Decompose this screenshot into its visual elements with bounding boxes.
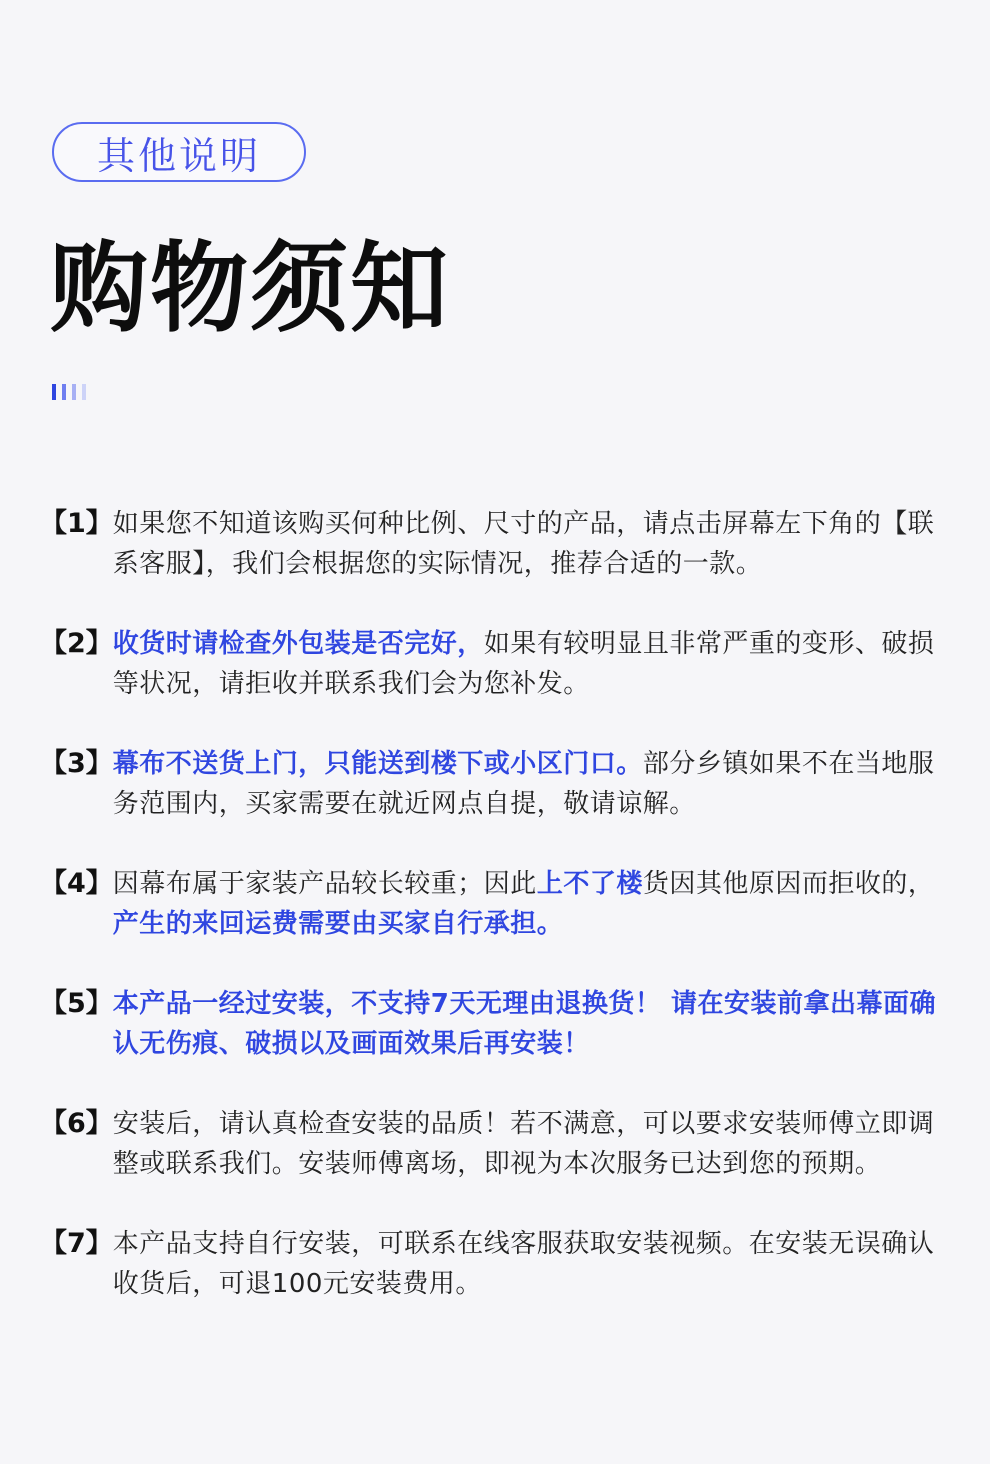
decorative-bars [52, 384, 86, 400]
note-item [40, 984, 960, 1064]
note-number: 【1】 [40, 508, 113, 539]
note-number: 【3】 [40, 748, 113, 779]
note-highlight-text: 本产品一经过安装，不支持7天无理由退换货！ 请在安装前拿出幕面确认无伤痕、破损以及画面效果后再安装！ [112, 989, 936, 1059]
note-plain-text: 本产品支持自行安装，可联系在线客服获取安装视频。在安装无误确认收货后，可退100元安装费用。 [112, 1229, 935, 1299]
note-item [40, 1224, 960, 1304]
section-tag-label: 其他说明 [96, 133, 261, 178]
note-item [40, 744, 960, 824]
note-number: 【4】 [40, 868, 113, 899]
note-number: 【7】 [40, 1228, 113, 1259]
note-item [40, 1104, 960, 1184]
section-tag [52, 122, 306, 182]
page-title: 购物须知 [50, 232, 451, 346]
note-plain-text: 如果有较明显且非常严重的变形、破损等状况，请拒收并联系我们会为您补发。 [112, 629, 935, 699]
note-plain-text: 如果您不知道该购买何种比例、尺寸的产品，请点击屏幕左下角的【联系客服】，我们会根据您的实际情况，推荐合适的一款。 [112, 509, 935, 579]
note-highlight-text: 产生的来回运费需要由买家自行承担。 [112, 909, 564, 939]
note-item [40, 504, 960, 584]
bar-2 [62, 384, 66, 400]
note-text [113, 624, 960, 704]
note-item [40, 624, 960, 704]
notes-list [40, 504, 960, 1344]
note-text [113, 744, 960, 824]
note-plain-text: 货因其他原因而拒收的， [642, 869, 935, 899]
bar-3 [72, 384, 76, 400]
note-plain-text: 部分乡镇如果不在当地服务范围内，买家需要在就近网点自提，敬请谅解。 [112, 749, 935, 819]
note-highlight-text: 上不了楼 [536, 869, 643, 899]
bar-1 [52, 384, 56, 400]
note-text [113, 1224, 960, 1304]
note-highlight-text: 幕布不送货上门，只能送到楼下或小区门口。 [112, 749, 643, 779]
note-number: 【5】 [40, 988, 113, 1019]
note-text [113, 504, 960, 584]
bar-4 [82, 384, 86, 400]
note-text [113, 1104, 960, 1184]
note-plain-text: 安装后，请认真检查安装的品质！若不满意，可以要求安装师傅立即调整或联系我们。安装师傅离场，即视为本次服务已达到您的预期。 [112, 1109, 935, 1179]
note-number: 【2】 [40, 628, 113, 659]
note-text [113, 864, 960, 944]
note-text [113, 984, 960, 1064]
note-item [40, 864, 960, 944]
note-highlight-text: 收货时请检查外包装是否完好， [112, 629, 484, 659]
note-plain-text: 因幕布属于家装产品较长较重；因此 [112, 869, 537, 899]
note-number: 【6】 [40, 1108, 113, 1139]
